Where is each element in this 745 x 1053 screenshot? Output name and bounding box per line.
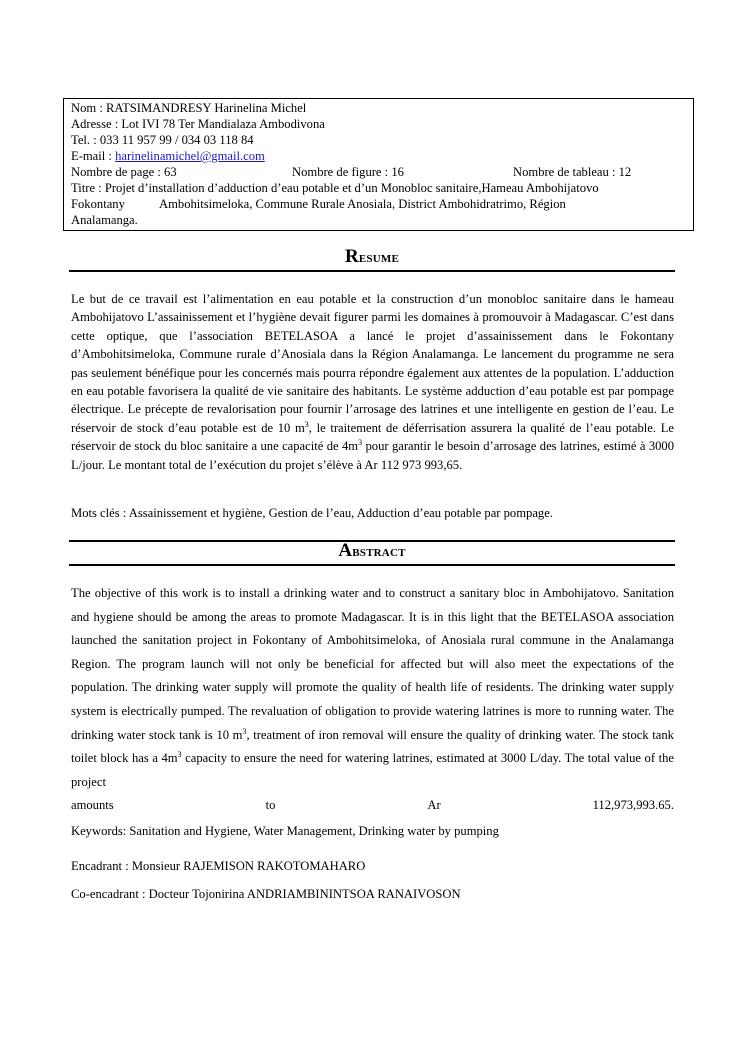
- author-name: Nom : RATSIMANDRESY Harinelina Michel: [71, 101, 307, 115]
- abstract-keywords: Keywords: Sanitation and Hygiene, Water Management, Drinking water by pumping: [71, 824, 499, 838]
- co-supervisor: Co-encadrant : Docteur Tojonirina ANDRIAMBININTSOA RANAIVOSON: [71, 887, 461, 901]
- email-link[interactable]: harinelinamichel@gmail.com: [115, 149, 265, 163]
- abstract-rule: [69, 564, 675, 566]
- author-info-box: [63, 98, 694, 231]
- abstract-body: The objective of this work is to install a drinking water and to construct a sanitary bloc in Ambohijatovo. Sanitation and hygiene should be among the areas to promote Madagascar. It is in this light that the BETELASOA association launched the sanitation project in Fokontany of Ambohitsimeloka, of Anosiala rural commune in the Analamanga Region. The program launch will not only be beneficial for affected but will also meet the expectations of the population. The drinking water supply will promote the quality of health life of residents. The drinking water supply system is electrically pumped. The revaluation of obligation to provide watering latrines is more to running water. The drinking water stock tank is 10 $m^3$, treatment of iron removal will ensure the quality of drinking water. The stock tank toilet block has a $4m^3$ capacity to ensure the need for watering latrines, estimated at 3000 L/day. The total value of the project amounts to Ar 112,973,993.65.: [71, 582, 674, 818]
- document-counts: [71, 164, 686, 180]
- email-label: E-mail :: [71, 149, 116, 163]
- supervisor: Encadrant : Monsieur RAJEMISON RAKOTOMAHARO: [71, 859, 366, 873]
- author-email-line: [71, 148, 686, 164]
- table-count: Nombre de tableau : 12: [513, 165, 632, 179]
- resume-rule: [69, 270, 675, 272]
- resume-keywords: Mots clés : Assainissement et hygiène, Gestion de l’eau, Adduction d’eau potable par pompage.: [71, 506, 553, 520]
- author-phone: Tel. : 033 11 957 99 / 034 03 118 84: [71, 133, 254, 147]
- abstract-amount-line: amounts to Ar 112,973,993.65.: [71, 798, 674, 813]
- resume-body: Le but de ce travail est l’alimentation en eau potable et la construction d’un monobloc sanitaire dans le hameau Ambohijatovo L’assainissement et l’hygiène devait figurer parmi les domaines à promouvoir à Madagascar. C’est dans cette optique, que l’association BETELASOA a lancé le projet d’assainissement dans le Fokontany d’Ambohitsimeloka, Commune rurale d’Anosiala dans la Région Analamanga. Le lancement du programme ne sera pas seulement bénéfique pour les concernés mais pourra répondre également aux attentes de la population. L’adduction en eau potable favorisera la qualité de vie sanitaire des habitants. Le système adduction d’eau potable est par pompage électrique. Le précepte de revalorisation pour fournir l’arrosage des latrines et une intelligente en gestion de l’eau. Le réservoir de stock d’eau potable est de 10 $m^3$, le traitement de déferrisation assurera la qualité de l’eau potable. Le réservoir de stock du bloc sanitaire a une capacité de $4m^3$ pour garantir le besoin d’arrosage des latrines, estimé à 3000 L/jour. Le montant total de l’exécution du projet s’élève à Ar 112 973 993,65.: [71, 292, 675, 472]
- author-address: Adresse : Lot IVI 78 Ter Mandialaza Ambodivona: [71, 117, 325, 131]
- project-title: Titre : Projet d’installation d’adduction d’eau potable et d’un Monobloc sanitaire,Hameau Ambohijatovo Fokontany Ambohitsimeloka, Commune Rurale Anosiala, District Ambohidratrimo, Région Analamanga.: [71, 181, 599, 227]
- figure-count: Nombre de figure : 16: [292, 165, 404, 179]
- resume-heading: Resume: [344, 246, 400, 267]
- page-count: Nombre de page : 63: [71, 165, 177, 179]
- abstract-heading: Abstract: [338, 540, 406, 561]
